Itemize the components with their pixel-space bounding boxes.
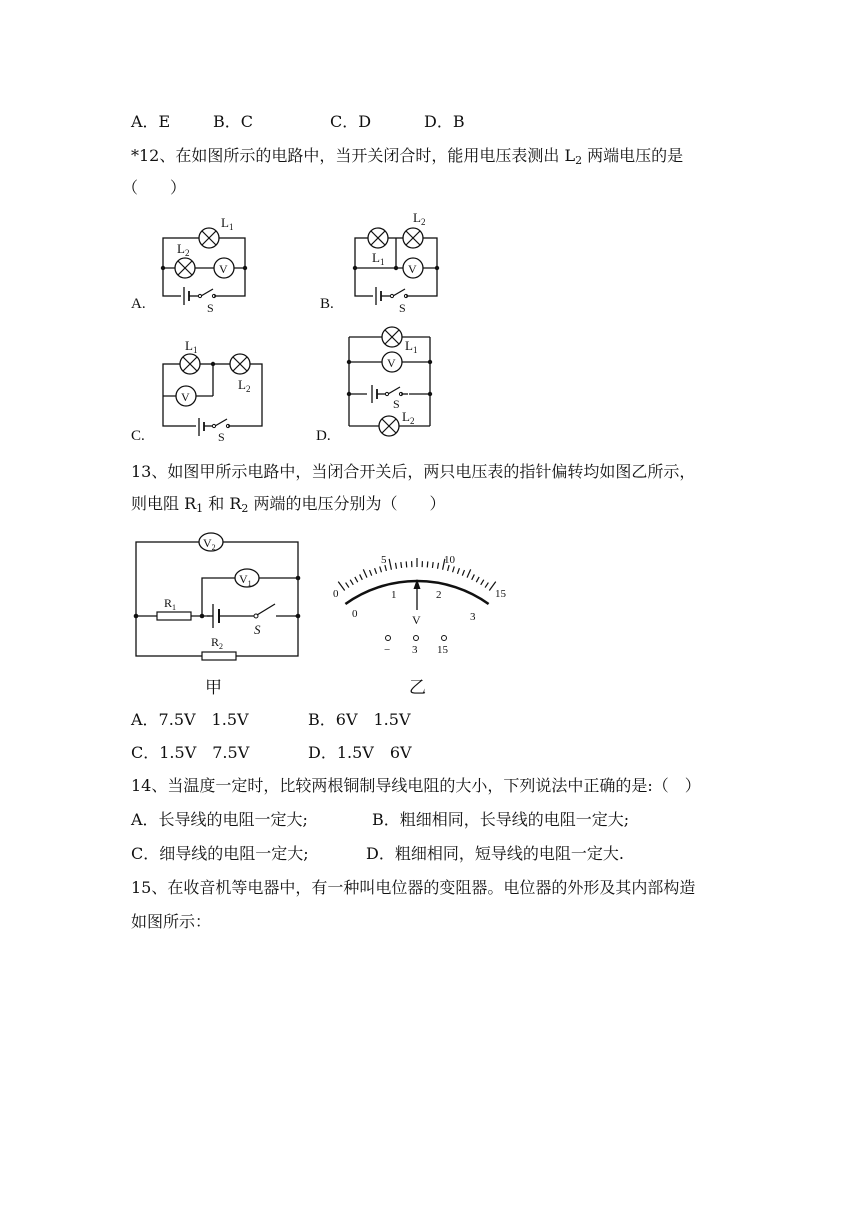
l2-label: $L_2$: [238, 377, 251, 394]
q14-option-a: A．长导线的电阻一定大;: [131, 810, 308, 829]
outer-tick-5: 5: [381, 554, 387, 566]
voltmeter-label: V: [408, 262, 417, 276]
q15-stem-line1: 15、在收音机等电器中，有一种叫电位器的变阻器。电位器的外形及其内部构造: [131, 878, 696, 897]
q11-option-a: A．E: [131, 112, 171, 131]
terminal-icon: [442, 636, 447, 641]
q12-fig-c-label: C.: [131, 428, 145, 444]
q14-stem: 14、当温度一定时，比较两根铜制导线电阻的大小，下列说法中正确的是:（ ）: [131, 776, 701, 795]
voltmeter-label: V: [181, 390, 190, 404]
fig-jia-caption: 甲: [205, 678, 222, 697]
q13-option-d: D．1.5V 6V: [308, 743, 412, 762]
q11-option-d: D．B: [424, 112, 465, 131]
dial-tick: [350, 580, 353, 585]
q12-stem: *12、在如图所示的电路中，当开关闭合时，能用电压表测出 $L_2$ 两端电压的是: [131, 146, 684, 167]
dial-tick: [467, 569, 471, 577]
l2-label: $L_2$: [413, 210, 426, 227]
switch-label: S: [254, 622, 261, 637]
q13-option-a: A．7.5V 1.5V: [131, 710, 249, 729]
dial-tick: [453, 567, 455, 573]
inner-tick-3: 3: [470, 611, 476, 623]
dial-tick: [363, 569, 367, 577]
dial-tick: [338, 582, 344, 591]
outer-tick-10: 10: [444, 554, 455, 566]
dial-tick: [462, 570, 464, 576]
voltmeter-label: V: [387, 356, 396, 370]
r1-label: $R_1$: [164, 596, 177, 612]
inner-tick-0: 0: [352, 608, 358, 620]
q14-option-c: C．细导线的电阻一定大;: [131, 844, 309, 863]
l1-label: $L_1$: [405, 338, 418, 355]
switch-label: S: [218, 430, 225, 444]
voltmeter-label: V: [219, 262, 228, 276]
dial-tick: [370, 570, 372, 576]
dial-tick: [389, 559, 391, 570]
l1-label: $L_1$: [185, 338, 198, 355]
q13-stem-line1: 13、如图甲所示电路中，当闭合开关后，两只电压表的指针偏转均如图乙所示，: [131, 462, 696, 481]
q13-option-c: C．1.5V 7.5V: [131, 743, 250, 762]
dial-tick: [472, 574, 475, 579]
switch-label: S: [393, 397, 400, 411]
dial-tick: [401, 562, 402, 568]
inner-tick-2: 2: [436, 589, 442, 601]
outer-tick-0: 0: [333, 588, 339, 600]
dial-tick: [457, 568, 459, 574]
inner-tick-1: 1: [391, 589, 397, 601]
switch-label: S: [207, 301, 214, 315]
dial-tick: [406, 561, 407, 567]
meter-unit: V: [412, 613, 421, 627]
terminal-3: 3: [412, 644, 418, 656]
dial-tick: [438, 563, 439, 569]
dial-tick: [485, 583, 488, 588]
q14-option-d: D．粗细相同，短导线的电阻一定大.: [366, 844, 624, 863]
dial-tick: [360, 574, 363, 579]
v2-label: $V_2$: [203, 536, 216, 552]
dial-tick: [380, 567, 382, 573]
terminal-icon: [386, 636, 391, 641]
l2-label: $L_2$: [177, 241, 190, 258]
q11-option-b: B．C: [213, 112, 254, 131]
fig-yi-caption: 乙: [409, 678, 426, 697]
l2-label: $L_2$: [402, 409, 415, 426]
dial-tick: [346, 583, 349, 588]
v1-label: $V_1$: [239, 572, 252, 588]
dial-tick: [355, 577, 358, 582]
dial-tick: [432, 562, 433, 568]
q12-fig-b-label: B.: [320, 296, 334, 312]
q15-stem-line2: 如图所示：: [131, 912, 212, 931]
dial-tick: [481, 580, 484, 585]
dial-tick: [375, 568, 377, 574]
q14-option-b: B．粗细相同，长导线的电阻一定大;: [372, 810, 630, 829]
r2-label: $R_2$: [211, 635, 224, 651]
q12-answer-paren: （ ）: [122, 178, 187, 197]
terminal-15: 15: [437, 644, 448, 656]
terminal-neg: −: [384, 644, 391, 656]
q11-option-c: C．D: [330, 112, 372, 131]
outer-tick-15: 15: [495, 588, 506, 600]
dial-tick: [427, 561, 428, 567]
switch-label: S: [399, 301, 406, 315]
q12-fig-d-label: D.: [316, 428, 331, 444]
l1-label: $L_1$: [221, 215, 234, 232]
terminal-icon: [414, 636, 419, 641]
q13-stem-line2: 则电阻 $R_1$ 和 $R_2$ 两端的电压分别为（ ）: [131, 494, 446, 515]
dial-tick: [395, 563, 396, 569]
q12-fig-a-label: A.: [131, 296, 146, 312]
q13-option-b: B．6V 1.5V: [308, 710, 411, 729]
dial-tick: [476, 577, 479, 582]
l1-label: $L_1$: [372, 250, 385, 267]
